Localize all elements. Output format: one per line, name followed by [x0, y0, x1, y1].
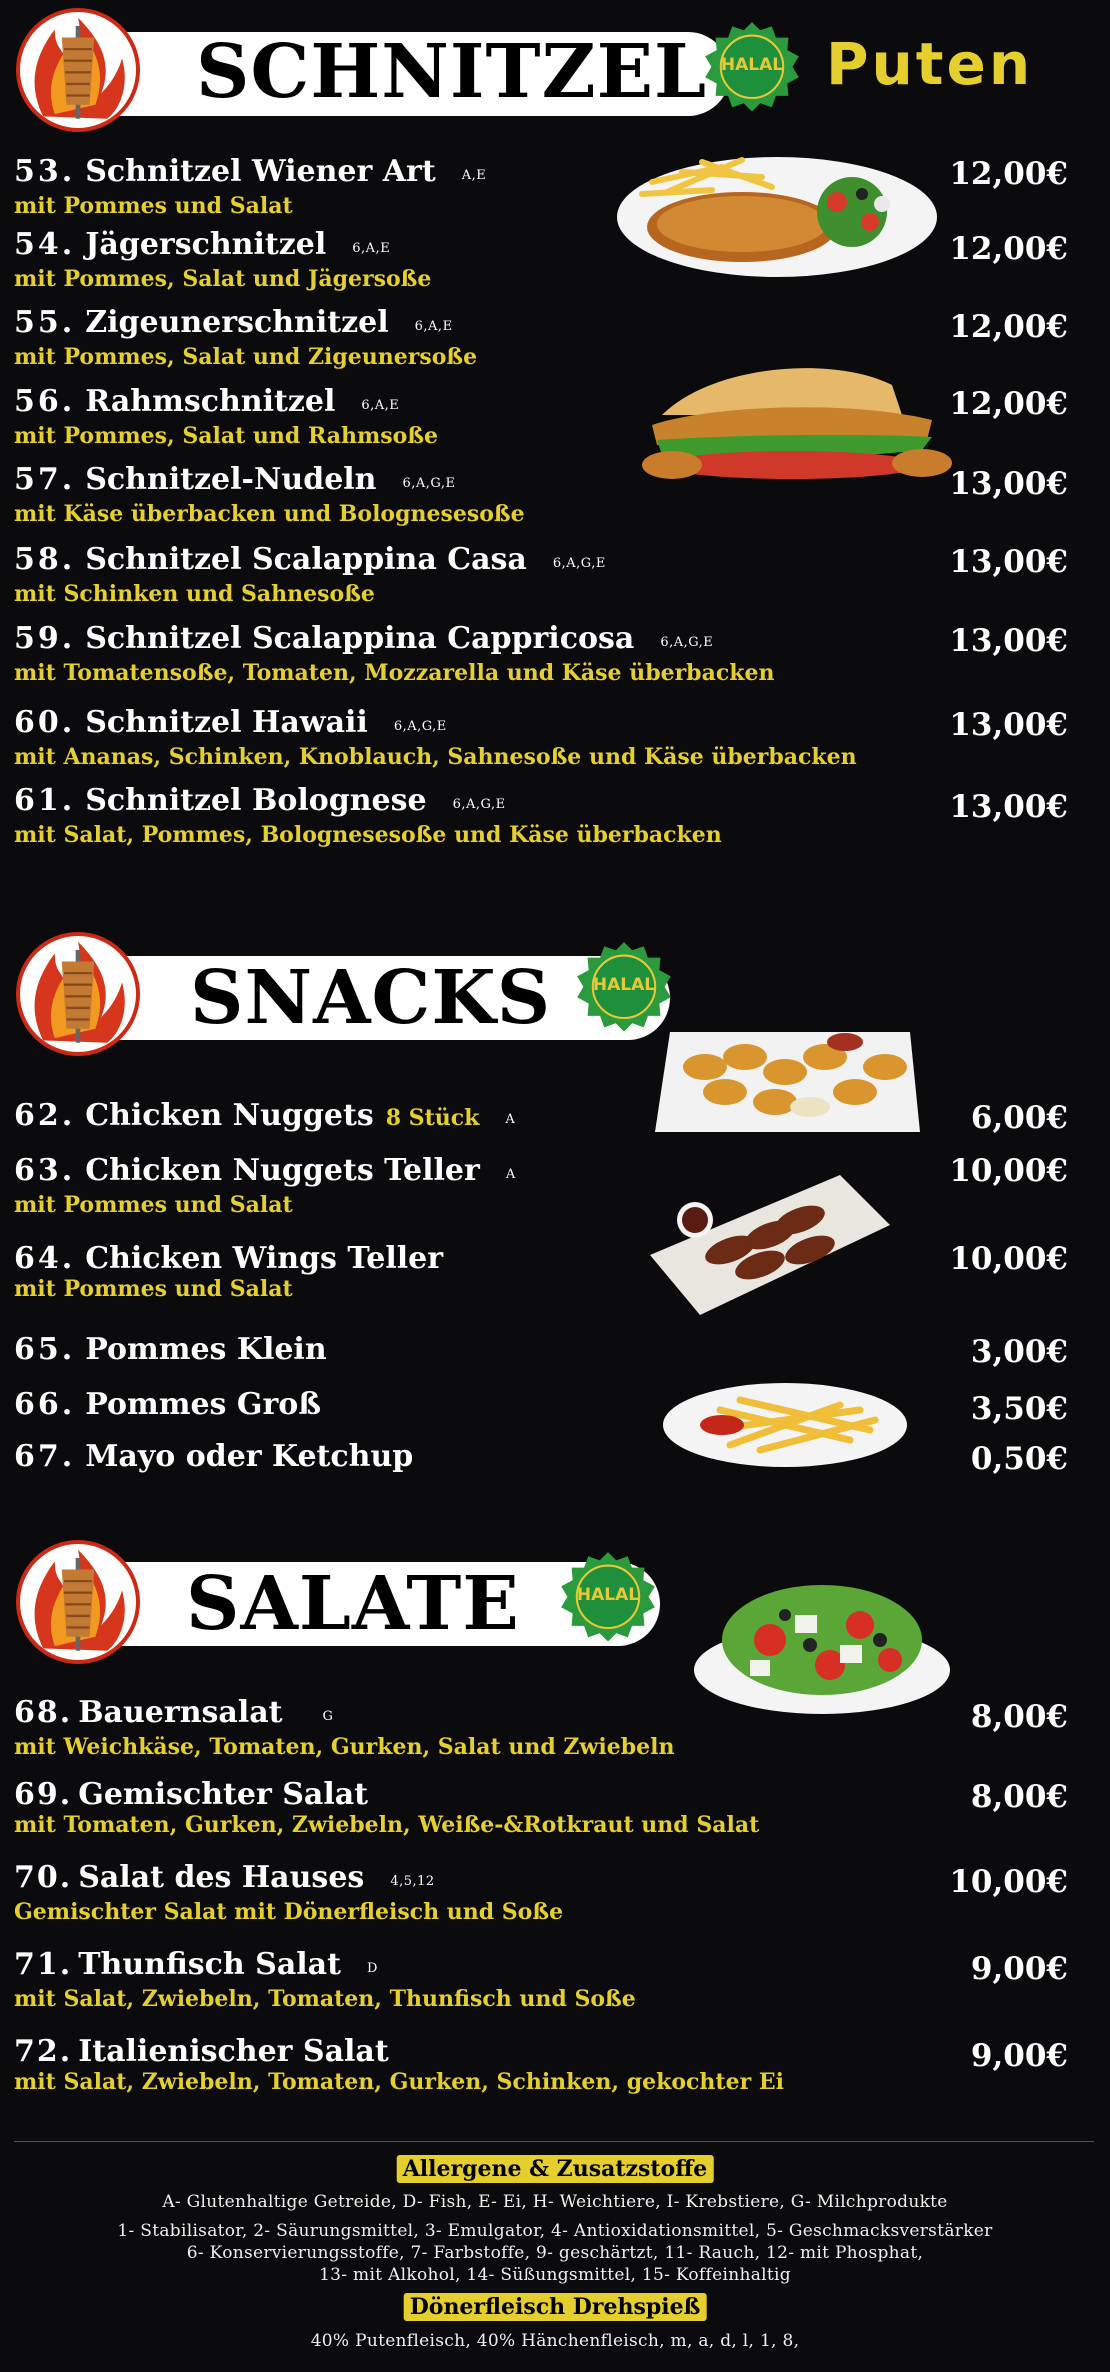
- item-name: Pommes Groß: [85, 1387, 322, 1422]
- section-title: SCHNITZEL: [196, 29, 708, 115]
- item-price: 12,00€: [949, 156, 1068, 192]
- item-number: 71.: [14, 1947, 73, 1982]
- halal-label: HALAL: [592, 975, 656, 995]
- item-price: 8,00€: [970, 1779, 1068, 1815]
- menu-item: [14, 1154, 1094, 1218]
- menu-item: [14, 622, 1094, 686]
- item-number: 61.: [14, 783, 76, 818]
- item-price: 10,00€: [949, 1864, 1068, 1900]
- item-price: 12,00€: [949, 386, 1068, 422]
- item-price: 3,00€: [970, 1334, 1068, 1370]
- item-description: mit Pommes und Salat: [14, 1192, 293, 1218]
- item-name: Chicken Nuggets Teller: [85, 1153, 480, 1188]
- item-price: 9,00€: [970, 2038, 1068, 2074]
- item-description: mit Pommes, Salat und Rahmsoße: [14, 423, 439, 449]
- item-description: mit Salat, Zwiebeln, Tomaten, Thunfisch und Soße: [14, 1986, 636, 2012]
- item-name: Schnitzel Scalappina Casa: [85, 542, 527, 577]
- item-description: mit Schinken und Sahnesoße: [14, 581, 375, 607]
- item-number: 72.: [14, 2034, 73, 2069]
- menu-item: [14, 1387, 1094, 1427]
- item-name: Schnitzel Scalappina Cappricosa: [85, 621, 635, 656]
- menu-item: [14, 306, 1094, 370]
- item-description: mit Weichkäse, Tomaten, Gurken, Salat und Zwiebeln: [14, 1734, 675, 1760]
- item-allergens: A: [505, 1167, 516, 1182]
- item-price: 10,00€: [949, 1241, 1068, 1277]
- item-name: Schnitzel Hawaii: [85, 705, 368, 740]
- item-description: mit Tomaten, Gurken, Zwiebeln, Weiße-&Rotkraut und Salat: [14, 1812, 760, 1838]
- section-title: SALATE: [186, 1561, 520, 1647]
- item-allergens: 6,A,G,E: [402, 476, 456, 491]
- item-number: 62.: [14, 1098, 76, 1133]
- item-number: 67.: [14, 1439, 76, 1474]
- item-name: Schnitzel-Nudeln: [85, 462, 377, 497]
- menu-item: [14, 1696, 1094, 1760]
- menu-item: [14, 155, 1094, 219]
- item-description: mit Salat, Zwiebeln, Tomaten, Gurken, Schinken, gekochter Ei: [14, 2069, 784, 2095]
- allergen-line: A- Glutenhaltige Getreide, D- Fish, E- Ei, H- Weichtiere, I- Krebstiere, G- Milchprodukte: [162, 2192, 948, 2212]
- item-name: Mayo oder Ketchup: [85, 1439, 414, 1474]
- halal-label: HALAL: [576, 1585, 640, 1605]
- item-price: 6,00€: [970, 1100, 1068, 1136]
- allergen-line: 13- mit Alkohol, 14- Süßungsmittel, 15- Koffeinhaltig: [319, 2265, 791, 2285]
- halal-label: HALAL: [720, 55, 784, 75]
- item-price: 12,00€: [949, 309, 1068, 345]
- item-description: mit Pommes, Salat und Jägersoße: [14, 266, 432, 292]
- item-name: Chicken Nuggets: [85, 1098, 374, 1133]
- menu-item: [14, 784, 1094, 848]
- doner-kebab-icon: [16, 932, 140, 1056]
- item-name: Schnitzel Wiener Art: [85, 154, 436, 189]
- item-number: 65.: [14, 1332, 76, 1367]
- item-name: Schnitzel Bolognese: [85, 783, 427, 818]
- menu-item: [14, 1861, 1094, 1925]
- item-number: 59.: [14, 621, 76, 656]
- item-name: Thunfisch Salat: [78, 1947, 341, 1982]
- item-description: mit Pommes, Salat und Zigeunersoße: [14, 344, 478, 370]
- item-number: 56.: [14, 384, 76, 419]
- item-quantity: 8 Stück: [385, 1105, 480, 1131]
- item-price: 13,00€: [949, 466, 1068, 502]
- menu-item: [14, 228, 1094, 292]
- menu-item: [14, 2035, 1094, 2095]
- menu-item: [14, 1439, 1094, 1477]
- halal-seal-icon: [556, 1550, 660, 1654]
- item-number: 58.: [14, 542, 76, 577]
- item-allergens: 6,A,G,E: [552, 556, 606, 571]
- item-description: mit Pommes und Salat: [14, 1276, 293, 1302]
- item-name: Zigeunerschnitzel: [85, 305, 389, 340]
- item-allergens: A: [505, 1112, 516, 1127]
- item-description: Gemischter Salat mit Dönerfleisch und Soße: [14, 1899, 564, 1925]
- item-price: 13,00€: [949, 544, 1068, 580]
- item-number: 53.: [14, 154, 76, 189]
- item-number: 57.: [14, 462, 76, 497]
- item-price: 3,50€: [970, 1391, 1068, 1427]
- item-name: Salat des Hauses: [78, 1860, 365, 1895]
- item-price: 0,50€: [970, 1441, 1068, 1477]
- footer-divider: [14, 2141, 1094, 2142]
- doner-heading: Dönerfleisch Drehspieß: [404, 2293, 707, 2321]
- item-price: 13,00€: [949, 789, 1068, 825]
- menu-item: [14, 463, 1094, 527]
- item-allergens: G: [322, 1709, 334, 1724]
- allergen-heading: Allergene & Zusatzstoffe: [397, 2155, 714, 2183]
- item-name: Jägerschnitzel: [85, 227, 327, 262]
- item-price: 8,00€: [970, 1699, 1068, 1735]
- salate-section: [0, 1530, 1110, 2130]
- item-name: Chicken Wings Teller: [85, 1241, 444, 1276]
- item-allergens: 6,A,E: [352, 241, 391, 256]
- item-allergens: 6,A,G,E: [452, 797, 506, 812]
- item-number: 64.: [14, 1241, 76, 1276]
- item-allergens: 4,5,12: [390, 1874, 435, 1889]
- menu-item: [14, 385, 1094, 449]
- item-description: mit Tomatensoße, Tomaten, Mozzarella und Käse überbacken: [14, 660, 775, 686]
- item-number: 54.: [14, 227, 76, 262]
- item-price: 13,00€: [949, 707, 1068, 743]
- item-price: 9,00€: [970, 1951, 1068, 1987]
- section-title: SNACKS: [190, 955, 552, 1041]
- item-number: 60.: [14, 705, 76, 740]
- item-name: Rahmschnitzel: [85, 384, 336, 419]
- menu-item: [14, 1778, 1094, 1838]
- menu-item: [14, 543, 1094, 607]
- halal-seal-icon: [700, 20, 804, 124]
- item-allergens: A,E: [461, 168, 487, 183]
- item-description: mit Salat, Pommes, Bolognesesoße und Käse überbacken: [14, 822, 722, 848]
- doner-line: 40% Putenfleisch, 40% Hänchenfleisch, m, a, d, l, 1, 8,: [310, 2331, 800, 2351]
- doner-kebab-icon: [16, 1540, 140, 1664]
- item-number: 63.: [14, 1153, 76, 1188]
- item-number: 55.: [14, 305, 76, 340]
- menu-item: [14, 1948, 1094, 2012]
- section-subtitle: Puten: [826, 30, 1034, 98]
- item-allergens: 6,A,E: [414, 319, 453, 334]
- item-description: mit Ananas, Schinken, Knoblauch, Sahnesoße und Käse überbacken: [14, 744, 857, 770]
- menu-item: [14, 1242, 1094, 1302]
- menu-item: [14, 1099, 1094, 1137]
- item-number: 70.: [14, 1860, 73, 1895]
- menu-item: [14, 706, 1094, 770]
- item-name: Italienischer Salat: [78, 2034, 389, 2069]
- item-allergens: 6,A,G,E: [393, 719, 447, 734]
- item-allergens: 6,A,G,E: [660, 635, 714, 650]
- item-price: 10,00€: [949, 1153, 1068, 1189]
- allergen-line: 6- Konservierungsstoffe, 7- Farbstoffe, 9- geschärtzt, 11- Rauch, 12- mit Phosphat,: [186, 2243, 924, 2263]
- menu-item: [14, 1332, 1094, 1370]
- allergen-line: 1- Stabilisator, 2- Säurungsmittel, 3- Emulgator, 4- Antioxidationsmittel, 5- Geschmacksverstärker: [117, 2221, 993, 2241]
- item-price: 13,00€: [949, 623, 1068, 659]
- item-number: 66.: [14, 1387, 76, 1422]
- item-number: 68.: [14, 1695, 73, 1730]
- item-allergens: 6,A,E: [361, 398, 400, 413]
- item-allergens: D: [366, 1961, 378, 1976]
- item-name: Pommes Klein: [85, 1332, 327, 1367]
- item-name: Bauernsalat: [78, 1695, 283, 1730]
- doner-kebab-icon: [16, 8, 140, 132]
- snacks-section: [0, 920, 1110, 1500]
- item-name: Gemischter Salat: [78, 1777, 369, 1812]
- item-number: 69.: [14, 1777, 73, 1812]
- item-description: mit Pommes und Salat: [14, 193, 293, 219]
- item-price: 12,00€: [949, 231, 1068, 267]
- item-description: mit Käse überbacken und Bolognesesoße: [14, 501, 525, 527]
- schnitzel-section: [0, 0, 1110, 900]
